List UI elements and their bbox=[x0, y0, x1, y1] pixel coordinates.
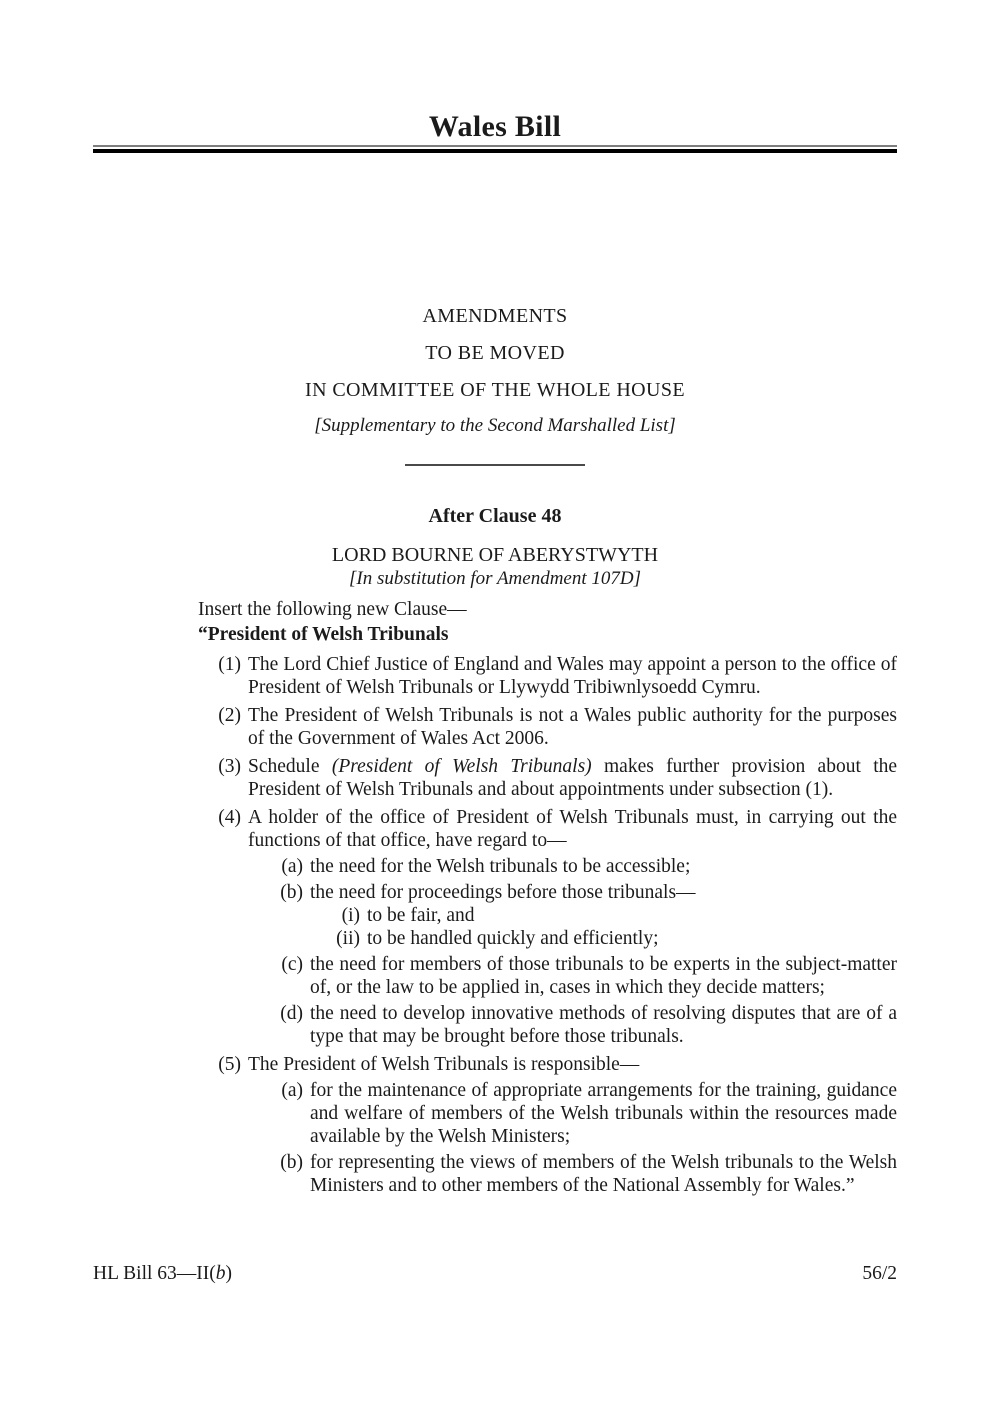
paragraph-5a bbox=[93, 1079, 897, 1148]
paragraph-4d bbox=[93, 1002, 897, 1048]
section-divider bbox=[405, 464, 585, 466]
subsection-2 bbox=[93, 704, 897, 750]
amendment-sheet-number: 56/2 bbox=[862, 1263, 897, 1284]
paragraph-5b-number: (b) bbox=[280, 1152, 303, 1173]
marshalled-list-note: [Supplementary to the Second Marshalled List] bbox=[314, 415, 676, 436]
mover-name: LORD BOURNE OF ABERYSTWYTH bbox=[331, 544, 659, 566]
paragraph-4a-number: (a) bbox=[281, 856, 303, 877]
subsection-3-text-before: Schedule bbox=[248, 756, 332, 777]
paragraph-5a-number: (a) bbox=[281, 1080, 303, 1101]
subsection-4 bbox=[93, 806, 897, 852]
amendment-instruction: Insert the following new Clause— bbox=[198, 599, 467, 620]
subsection-5-text: The President of Welsh Tribunals is responsible— bbox=[248, 1054, 640, 1075]
bill-number-prefix: HL Bill 63—II( bbox=[93, 1263, 216, 1284]
paragraph-4b-text: the need for proceedings before those tribunals— bbox=[310, 882, 696, 903]
subparagraph-4b-i bbox=[93, 904, 897, 927]
bill-number-suffix: ) bbox=[225, 1263, 233, 1284]
paragraph-4c-number: (c) bbox=[281, 954, 303, 975]
title-rule-thin bbox=[93, 145, 897, 147]
subsection-3-text-after: makes further provision about the President of Welsh Tribunals and about appointments under subsection (1). bbox=[248, 756, 898, 800]
paragraph-4b-number: (b) bbox=[280, 882, 303, 903]
subsection-2-number: (2) bbox=[218, 705, 241, 726]
paragraph-5a-text: for the maintenance of appropriate arrangements for the training, guidance and welfare of members of the Welsh tribunals within the resources made available by the Welsh Ministers; bbox=[310, 1080, 897, 1147]
subparagraph-4b-i-text: to be fair, and bbox=[367, 905, 475, 926]
paragraph-4d-number: (d) bbox=[280, 1003, 303, 1024]
paragraph-4c bbox=[93, 953, 897, 999]
subparagraph-4b-ii-text: to be handled quickly and efficiently; bbox=[367, 928, 659, 949]
paragraph-5b bbox=[93, 1151, 897, 1197]
subsection-5-number: (5) bbox=[218, 1054, 241, 1075]
subsection-1-number: (1) bbox=[218, 654, 241, 675]
bill-title: Wales Bill bbox=[428, 110, 562, 143]
heading-to-be-moved: TO BE MOVED bbox=[425, 342, 565, 364]
mover-note: [In substitution for Amendment 107D] bbox=[348, 568, 642, 589]
bill-number-italic: b bbox=[215, 1263, 226, 1284]
subsection-2-text: The President of Welsh Tribunals is not a Wales public authority for the purposes of the Government of Wales Act 2006. bbox=[248, 705, 897, 749]
paragraph-4b bbox=[93, 881, 897, 904]
clause-location-heading: After Clause 48 bbox=[428, 505, 562, 527]
subsection-3 bbox=[93, 755, 897, 801]
heading-committee: IN COMMITTEE OF THE WHOLE HOUSE bbox=[305, 379, 685, 401]
subparagraph-4b-ii bbox=[93, 927, 897, 950]
paragraph-5b-text: for representing the views of members of the Welsh tribunals to the Welsh Ministers and to other members of the National Assembly for Wales.” bbox=[310, 1152, 897, 1196]
title-rule-thick bbox=[93, 149, 897, 153]
heading-amendments: AMENDMENTS bbox=[422, 305, 568, 327]
subparagraph-4b-i-number: (i) bbox=[341, 905, 360, 926]
subsection-3-text bbox=[241, 755, 897, 801]
paragraph-4a-text: the need for the Welsh tribunals to be accessible; bbox=[310, 856, 691, 877]
subsection-1 bbox=[93, 653, 897, 699]
subsection-4-text: A holder of the office of President of Welsh Tribunals must, in carrying out the functions of that office, have regard to— bbox=[248, 807, 897, 851]
subsection-1-text: The Lord Chief Justice of England and Wales may appoint a person to the office of President of Welsh Tribunals or Llywydd Tribiwnlysoedd Cymru. bbox=[248, 654, 897, 698]
subsection-3-number: (3) bbox=[218, 756, 241, 777]
new-clause-title: “President of Welsh Tribunals bbox=[198, 624, 449, 645]
subsection-3-text-italic: (President of Welsh Tribunals) bbox=[331, 756, 592, 777]
paragraph-4c-text: the need for members of those tribunals to be experts in the subject-matter of, or the law to be applied in, cases in which they decide matters; bbox=[310, 954, 897, 998]
paragraph-4d-text: the need to develop innovative methods of resolving disputes that are of a type that may be brought before those tribunals. bbox=[310, 1003, 897, 1047]
bill-number bbox=[93, 1262, 232, 1286]
subsection-4-number: (4) bbox=[218, 807, 241, 828]
page-footer bbox=[93, 1262, 897, 1286]
subparagraph-4b-ii-number: (ii) bbox=[336, 928, 360, 949]
paragraph-4a bbox=[93, 855, 897, 878]
subsection-5 bbox=[93, 1053, 897, 1076]
